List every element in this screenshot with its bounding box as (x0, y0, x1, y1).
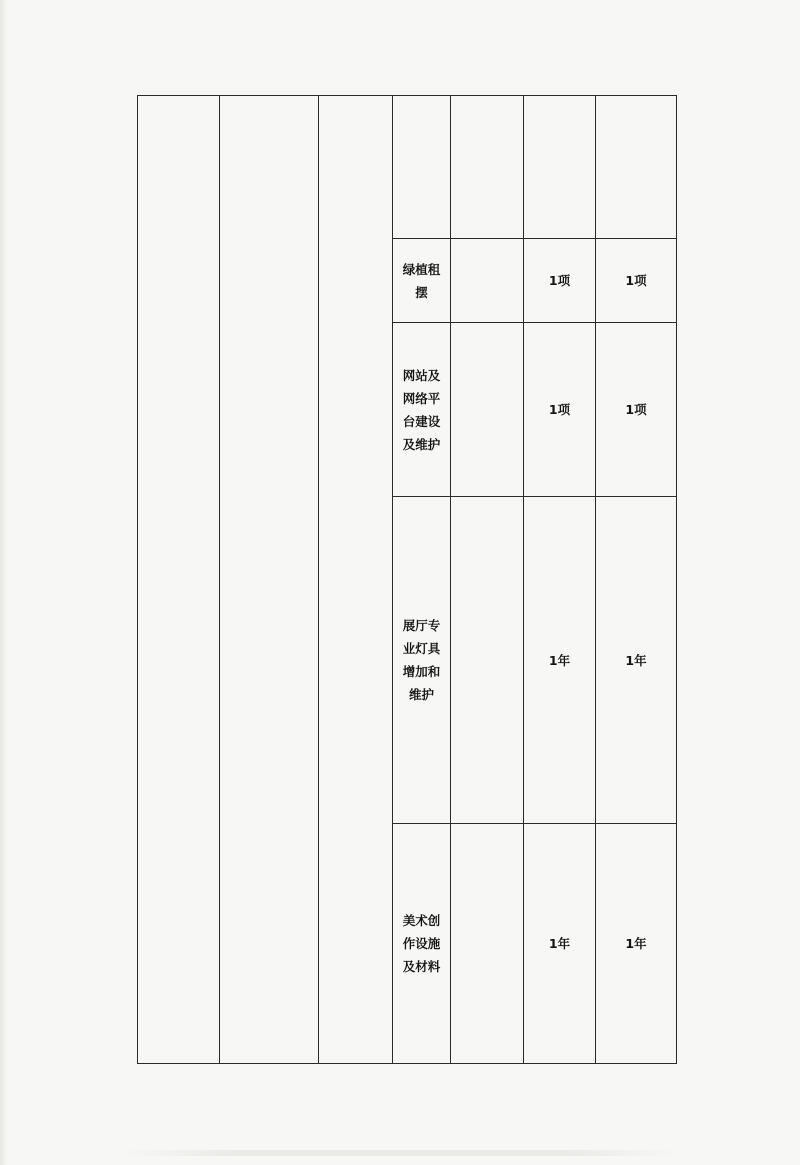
quantity-cell: 1项 (596, 239, 677, 323)
quantity-cell: 1项 (524, 239, 596, 323)
merged-cell-col2 (220, 96, 319, 1064)
item-cell: 绿植租摆 (393, 239, 451, 323)
budget-table (137, 95, 677, 1064)
quantity-cell: 1年 (524, 497, 596, 824)
empty-cell (451, 824, 524, 1064)
quantity-cell: 1项 (596, 323, 677, 497)
empty-cell (451, 497, 524, 824)
merged-cell-col1 (138, 96, 220, 1064)
quantity-cell: 1年 (524, 824, 596, 1064)
quantity-cell (596, 96, 677, 239)
quantity-cell: 1年 (596, 824, 677, 1064)
merged-cell-col3 (319, 96, 393, 1064)
quantity-cell (524, 96, 596, 239)
item-cell: 美术创作设施及材料 (393, 824, 451, 1064)
page-edge-shadow (0, 0, 8, 1165)
quantity-cell: 1年 (596, 497, 677, 824)
empty-cell (451, 239, 524, 323)
scan-bottom-shadow (120, 1150, 680, 1156)
empty-cell (451, 96, 524, 239)
empty-cell (451, 323, 524, 497)
item-cell: 网站及网络平台建设及维护 (393, 323, 451, 497)
item-cell (393, 96, 451, 239)
quantity-cell: 1项 (524, 323, 596, 497)
table-row (138, 96, 677, 239)
item-cell: 展厅专业灯具增加和维护 (393, 497, 451, 824)
